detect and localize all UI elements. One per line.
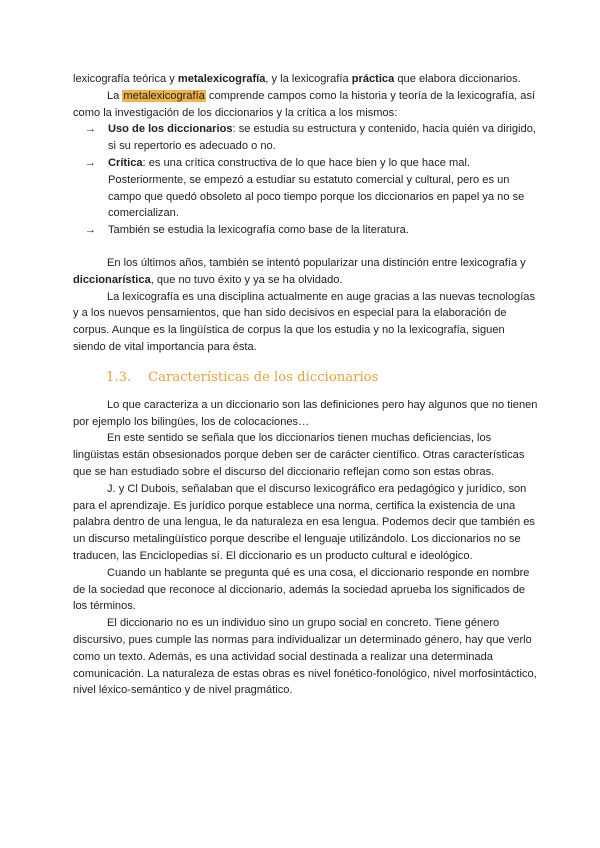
paragraph-5: Lo que caracteriza a un diccionario son las definiciones pero hay algunos que no tienen por ejemplo los bilingües, los de colocaciones… xyxy=(73,398,538,428)
highlighted-term: metalexicografía xyxy=(123,89,205,102)
arrow-icon: → xyxy=(85,156,96,169)
section-title: Características de los diccionarios xyxy=(148,369,379,385)
paragraph-7: J. y Cl Dubois, señalaban que el discurso lexicográfico era pedagógico y jurídico, son para el aprendizaje. Es jurídico porque establece una norma, certifica la existencia de una palabra dentro de una lengua, le da naturaleza en esa lengua. Podemos decir que también es un discurso metalingüístico porque describe el lenguaje utilizándolo. Los diccionarios no se traducen, las Enciclopedias sí. El diccionario es un producto cultural e ideológico. xyxy=(73,482,535,562)
arrow-icon: → xyxy=(85,224,96,237)
section-number: 1.3. xyxy=(106,369,132,385)
paragraph-2 xyxy=(73,88,539,122)
paragraph-1 xyxy=(73,71,539,88)
spacer xyxy=(73,239,539,255)
paragraph-8: Cuando un hablante se pregunta qué es una cosa, el diccionario responde en nombre de la sociedad que reconoce al diccionario, además la sociedad aprueba los significados de los términos. xyxy=(73,566,530,613)
bold-term: diccionarística xyxy=(73,273,151,286)
document-body xyxy=(73,71,539,699)
list-item xyxy=(73,222,539,239)
paragraph-9: El diccionario no es un individuo sino un grupo social en concreto. Tiene género discursivo, pues cumple las normas para individualizar un determinado género, hay que verlo como un texto. Además, es una actividad social destinada a realizar una determinada comunicación. La naturaleza de estas obras es nivel fonético-fonológico, nivel morfosintáctico, nivel léxico-semántico y de nivel pragmático. xyxy=(73,617,537,697)
section-heading xyxy=(73,369,539,387)
bold-term: práctica xyxy=(351,73,395,85)
text-run: que elabora diccionarios. xyxy=(394,73,521,85)
list-item xyxy=(73,121,539,155)
text-run: En los últimos años, también se intentó popularizar una distinción entre lexicografía y xyxy=(107,256,526,269)
text-run: También se estudia la lexicografía como base de la literatura. xyxy=(108,224,409,237)
bold-term: Uso de los diccionarios xyxy=(108,123,233,136)
text-run: comprende campos como la historia y teoría de la lexicografía, así como la investigación de los diccionarios y la crítica a los mismos: xyxy=(73,89,536,119)
list-item xyxy=(73,155,539,222)
bold-term: Crítica xyxy=(108,156,143,169)
arrow-icon: → xyxy=(85,123,96,136)
text-run: , que no tuvo éxito y ya se ha olvidado. xyxy=(150,273,343,286)
paragraph-6: En este sentido se señala que los diccionarios tienen muchas deficiencias, los lingüistas están obsesionados porque deben ser de carácter científico. Otras características que se han estudiado sobre el discurso del diccionario reflejan como son estas obras. xyxy=(73,432,525,478)
text-run: : se estudia su estructura y contenido, hacia quién va dirigido, si su repertorio es adecuado o no. xyxy=(108,123,536,153)
text-run: , y la lexicografía xyxy=(265,73,352,85)
text-run: La xyxy=(107,89,123,102)
text-run: : es una crítica constructiva de lo que hace bien y lo que hace mal. Posteriormente, se empezó a estudiar su estatuto comercial y cultural, pero es un campo que quedó obsoleto al poco tiempo porque los diccionarios en papel ya no se comercializan. xyxy=(108,156,525,220)
text-run: lexicografía teórica y xyxy=(73,73,178,85)
paragraph-3 xyxy=(73,255,539,289)
bold-term: metalexicografía xyxy=(177,73,266,85)
paragraph-4: La lexicografía es una disciplina actualmente en auge gracias a las nuevas tecnologías y a los nuevos pensamientos, que han sido decisivos en especial para la elaboración de corpus. Aunque es la lingüística de corpus la que los estudia y no la lexicografía, siguen siendo de vital importancia para ésta. xyxy=(73,290,535,353)
bullet-list xyxy=(73,121,539,239)
